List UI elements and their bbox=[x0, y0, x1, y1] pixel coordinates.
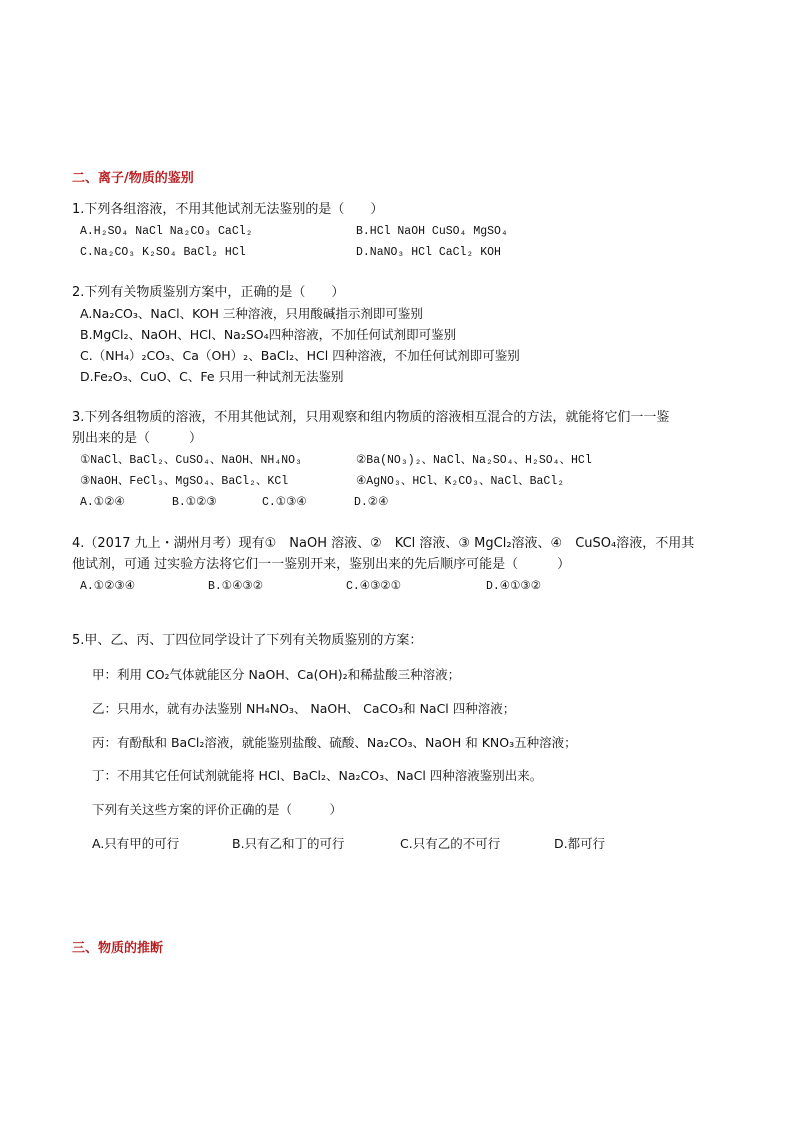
question-4-option-a: A.①②③④ bbox=[80, 580, 136, 593]
question-3-group-2: ②Ba(NO₃)₂、NaCl、Na₂SO₄、H₂SO₄、HCl bbox=[356, 454, 592, 467]
question-3-option-c: C.①③④ bbox=[262, 496, 307, 509]
question-4-stem-line1: 4.（2017 九上・湖州月考）现有① NaOH 溶液、② KCl 溶液、③ MgCl₂溶液、④ CuSO₄溶液，不用其 bbox=[72, 536, 695, 551]
question-2-option-b: B.MgCl₂、NaOH、HCl、Na₂SO₄四种溶液，不加任何试剂即可鉴别 bbox=[80, 327, 457, 342]
question-5-option-b: B.只有乙和丁的可行 bbox=[232, 836, 345, 851]
question-3-option-d: D.②④ bbox=[354, 496, 389, 509]
question-2-option-d: D.Fe₂O₃、CuO、C、Fe 只用一种试剂无法鉴别 bbox=[80, 369, 344, 384]
question-5-plan-ding: 丁：不用其它任何试剂就能将 HCl、BaCl₂、Na₂CO₃、NaCl 四种溶液鉴别出来。 bbox=[92, 768, 543, 783]
question-5-option-d: D.都可行 bbox=[554, 836, 606, 851]
question-4-option-c: C.④③②① bbox=[346, 580, 402, 593]
question-4-option-d: D.④①③② bbox=[486, 580, 542, 593]
question-3-option-a: A.①②④ bbox=[80, 496, 125, 509]
question-4-option-b: B.①④③② bbox=[208, 580, 264, 593]
question-3-stem-line1: 3.下列各组物质的溶液，不用其他试剂，只用观察和组内物质的溶液相互混合的方法，就能将它们一一鉴 bbox=[72, 410, 670, 425]
question-4-stem-line2: 他试剂，可通 过实验方法将它们一一鉴别开来，鉴别出来的先后顺序可能是（ ） bbox=[72, 557, 571, 572]
question-5-option-c: C.只有乙的不可行 bbox=[400, 836, 501, 851]
question-5-plan-bing: 丙：有酚酞和 BaCl₂溶液，就能鉴别盐酸、硫酸、Na₂CO₃、NaOH 和 KNO₃五种溶液； bbox=[92, 735, 577, 750]
question-1-option-b: B.HCl NaOH CuSO₄ MgSO₄ bbox=[356, 225, 508, 238]
question-3-group-1: ①NaCl、BaCl₂、CuSO₄、NaOH、NH₄NO₃ bbox=[80, 454, 302, 467]
question-3-stem-line2: 别出来的是（ ） bbox=[72, 431, 203, 446]
question-1-stem: 1.下列各组溶液，不用其他试剂无法鉴别的是（ ） bbox=[72, 202, 384, 217]
question-3-group-3: ③NaOH、FeCl₃、MgSO₄、BaCl₂、KCl bbox=[80, 475, 289, 488]
section-heading-identification: 二、离子/物质的鉴别 bbox=[72, 171, 194, 186]
question-3-group-4: ④AgNO₃、HCl、K₂CO₃、NaCl、BaCl₂ bbox=[356, 475, 565, 488]
question-5-prompt: 下列有关这些方案的评价正确的是（ ） bbox=[92, 802, 343, 817]
question-2-option-c: C.（NH₄）₂CO₃、Ca（OH）₂、BaCl₂、HCl 四种溶液，不加任何试剂即可鉴别 bbox=[80, 348, 520, 363]
question-5-plan-yi: 乙：只用水，就有办法鉴别 NH₄NO₃、 NaOH、 CaCO₃和 NaCl 四种溶液； bbox=[92, 701, 516, 716]
question-1-option-d: D.NaNO₃ HCl CaCl₂ KOH bbox=[356, 246, 501, 259]
question-1-option-c: C.Na₂CO₃ K₂SO₄ BaCl₂ HCl bbox=[80, 246, 246, 259]
section-heading-inference: 三、物质的推断 bbox=[72, 941, 164, 956]
question-5-stem: 5.甲、乙、丙、丁四位同学设计了下列有关物质鉴别的方案： bbox=[72, 633, 423, 648]
question-5-plan-jia: 甲：利用 CO₂气体就能区分 NaOH、Ca(OH)₂和稀盐酸三种溶液； bbox=[92, 667, 461, 682]
question-2-option-a: A.Na₂CO₃、NaCl、KOH 三种溶液，只用酸碱指示剂即可鉴别 bbox=[80, 306, 423, 321]
question-3-option-b: B.①②③ bbox=[172, 496, 217, 509]
question-1-option-a: A.H₂SO₄ NaCl Na₂CO₃ CaCl₂ bbox=[80, 225, 253, 238]
question-2-stem: 2.下列有关物质鉴别方案中，正确的是（ ） bbox=[72, 285, 345, 300]
question-5-option-a: A.只有甲的可行 bbox=[92, 836, 180, 851]
